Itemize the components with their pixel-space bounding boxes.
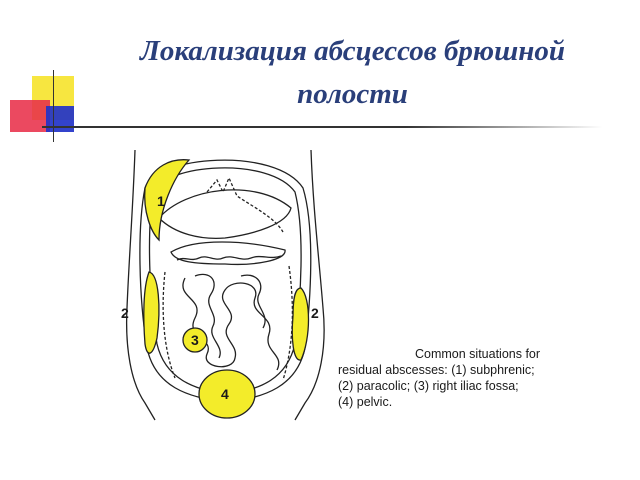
label-subphrenic: 1 <box>157 193 165 209</box>
subphrenic-abscess <box>145 160 189 240</box>
label-pelvic: 4 <box>221 386 229 402</box>
caption-line-3: (2) paracolic; (3) right iliac fossa; <box>338 379 519 393</box>
label-paracolic-left: 2 <box>121 305 129 321</box>
liver-outline <box>159 190 291 238</box>
figure-caption <box>338 346 588 410</box>
caption-line-4: (4) pelvic. <box>338 395 393 409</box>
deco-vertical-line <box>53 70 54 142</box>
title-underline <box>42 126 602 128</box>
paracolic-abscess-left <box>144 272 159 353</box>
deco-blue-square <box>46 106 74 132</box>
body-outline-right <box>295 150 324 420</box>
title-line-1: Локализация абсцессов брюшной <box>140 35 565 67</box>
label-iliac-fossa: 3 <box>191 332 199 348</box>
caption-line-1: Common situations for <box>415 347 541 361</box>
descending-colon <box>283 266 292 380</box>
transverse-colon <box>171 242 285 264</box>
caption-line-2: residual abscesses: (1) subphrenic; <box>338 363 535 377</box>
abdomen-diagram <box>115 148 345 428</box>
page-title <box>80 30 625 116</box>
title-line-2: полости <box>297 78 408 110</box>
label-paracolic-right: 2 <box>311 305 319 321</box>
paracolic-abscess-right <box>292 288 308 360</box>
stomach-outline <box>207 178 283 232</box>
